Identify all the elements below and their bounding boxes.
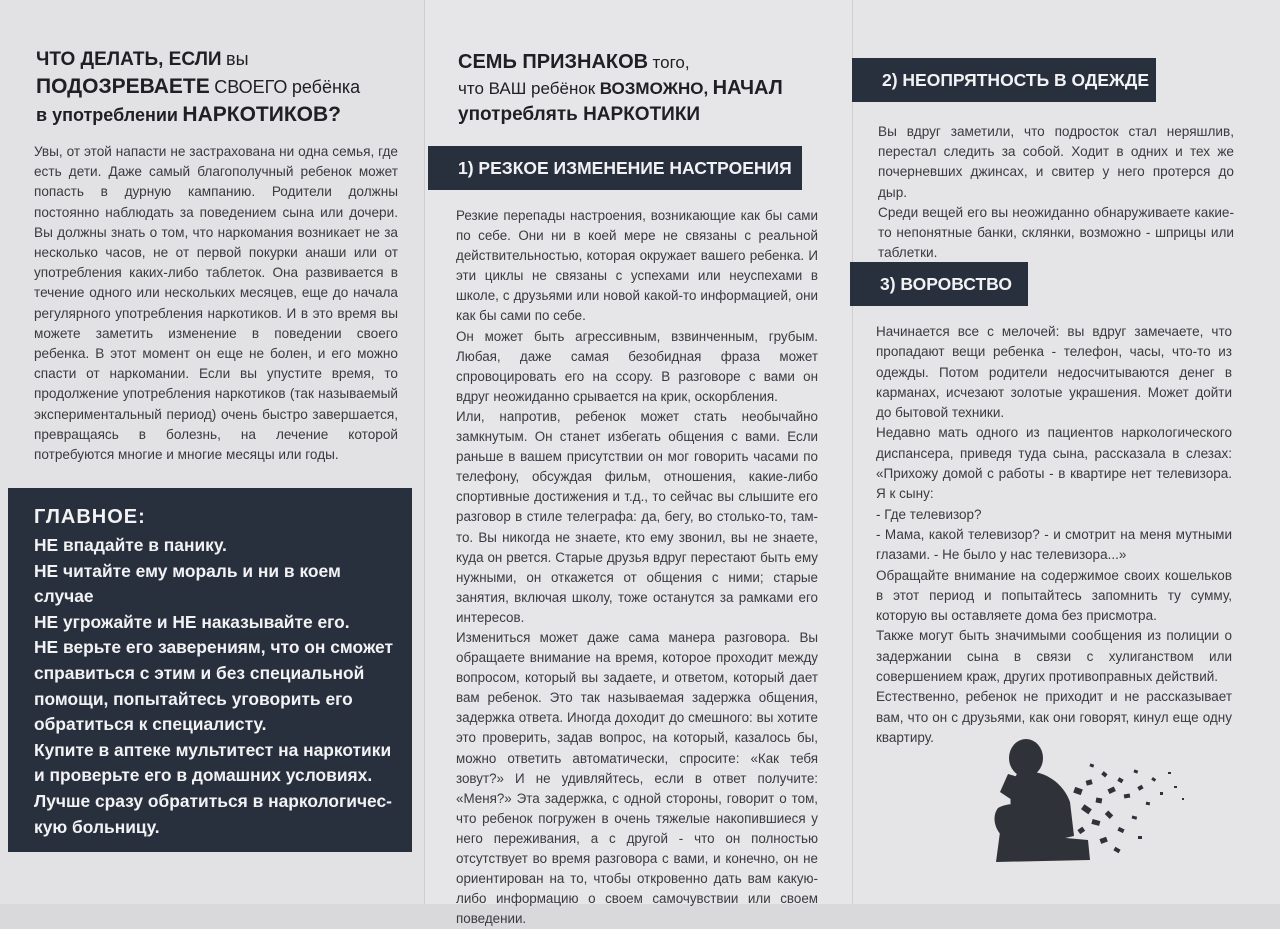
paragraph: Также могут быть значимыми сообщения из полиции о задержании сына в связи с хулиганством или совершением краж, других противоправных действий. (876, 628, 1232, 685)
advice-line: НЕ угрожайте и НЕ наказывайте его. (34, 611, 350, 632)
paragraph: Обращайте внимание на содержимое своих кошельков в этот период и попытайтесь запомнить ту сумму, которую вы оставляете дома без присмотра. (876, 567, 1232, 624)
advice-line: НЕ читайте ему мораль и ни в коем случае (34, 560, 341, 607)
advice-line: помощи, попытайтесь уговорить его (34, 688, 353, 709)
title-part: что ВАШ ребёнок (458, 79, 596, 98)
advice-line: Купите в аптеке мультитест на наркотики (34, 739, 392, 760)
paragraph: Естественно, ребенок не приходит и не рассказывает вам, что он с друзьями, как они говорят, кинул еще одну квартиру. (876, 689, 1232, 745)
paragraph: Резкие перепады настроения, возникающие как бы сами по себе. Они ни в коей мере не связаны с реальной действительностью, которая окружает вашего ребенка. И эти циклы не связаны с успехами или неуспехами в школе, с друзьями или новой какой-то информацией, они как бы сами по себе. (456, 208, 818, 324)
section-heading-mood: 1) РЕЗКОЕ ИЗМЕНЕНИЕ НАСТРОЕНИЯ (428, 146, 802, 190)
advice-line: Лучше сразу обратиться в наркологичес- (34, 790, 392, 811)
title-part: НАЧАЛ (712, 77, 783, 99)
advice-line: и проверьте его в домашних условиях. (34, 765, 373, 786)
title-part: ЧТО ДЕЛАТЬ, ЕСЛИ (36, 49, 222, 70)
title-part: СВОЕГО (214, 77, 288, 97)
title-part: СЕМЬ ПРИЗНАКОВ (458, 51, 649, 73)
paragraph: Вы вдруг заметили, что подросток стал неряшлив, перестал следить за собой. Ходит в одних и тех же почерневших джинсах, и свитер у него протерся до дыр. (878, 124, 1234, 200)
main-advice-heading: ГЛАВНОЕ: (34, 506, 146, 528)
panel1-body (34, 142, 398, 465)
title-part: вы (226, 49, 249, 69)
advice-line: кую больницу. (34, 816, 160, 837)
paragraph: Недавно мать одного из пациентов наркологического диспансера, приведя туда сына, рассказала в слезах: «Прихожу домой с работы - в квартире нет телевизора. Я к сыну: (876, 425, 1232, 502)
panel-left (0, 0, 424, 904)
title-part: употреблять НАРКОТИКИ (458, 104, 701, 125)
section-heading-untidiness: 2) НЕОПРЯТНОСТЬ В ОДЕЖДЕ (852, 58, 1156, 102)
advice-line: справиться с этим и без специальной (34, 662, 365, 683)
panel2-title (458, 50, 848, 128)
panel2-body (456, 206, 818, 929)
section-heading-theft: 3) ВОРОВСТВО (850, 262, 1028, 306)
panel1-title (36, 46, 416, 130)
main-advice-box (8, 488, 412, 852)
title-part: того, (652, 53, 690, 72)
paragraph: Или, напротив, ребенок может стать необычайно замкнутым. Он станет избегать общения с вами. Если раньше в вашем присутствии он мог говорить часами по телефону, обсуждая фильм, отношения, какие-либо спортивные достижения и т.д., то сейчас вы слышите его разговор в стиле телеграфа: да, бегу, во столько-то, там-то. Вы никогда не знаете, кто ему звонил, вы не знаете, куда он рвется. Старые друзья вдруг перестают быть ему нужными, он откажется от общения с ними; старые занятия, включая школу, тоже останутся за рамками его интересов. (456, 408, 818, 625)
paragraph: Среди вещей его вы неожиданно обнаруживаете какие-то непонятные банки, склянки, возможно - шприцы или таблетки. (878, 204, 1234, 261)
paragraph: Увы, от этой напасти не застрахована ни одна семья, где есть дети. Даже самый благополучный ребенок может попасть в дурную кампанию. Родители должны постоянно наблюдать за поведением сына или дочери. Вы должны знать о том, что наркомания возникает не за несколько часов, не от первой покурки анаши или от употребления каких-либо таблеток. Она развивается в течение одного или нескольких месяцев, еще до начала регулярного употребления наркотиков. И в это время вы можете заметить изменение в поведении своего ребенка. В этот момент он еще не болен, и его можно спасти от наркомании. Если вы упустите время, то продолжение употребления наркотиков (так называемый экспериментальный период) очень быстро завершается, превращаясь в болезнь, на лечение которой потребуются многие и многие месяцы или годы. (34, 144, 398, 463)
advice-line: обратиться к специалисту. (34, 714, 267, 735)
advice-line: НЕ верьте его заверениям, что он сможет (34, 637, 394, 658)
panel3-body-untidiness (878, 122, 1234, 263)
advice-line: НЕ впадайте в панику. (34, 535, 227, 555)
title-part: ребёнка (291, 77, 361, 97)
dissolving-figure-illustration (978, 728, 1198, 878)
paragraph: Измениться может даже сама манера разговора. Вы обращаете внимание на время, которое проходит между вопросом, который вы задаете, и ответом, который дает вам ребенок. Это так называемая задержка общения, задержка ответа. Иногда доходит до смешного: вы хотите это проверить, задав вопрос, на который, казалось бы, можно ответить автоматически, спросите: «Как тебя зовут?» И не удивляйтесь, если в ответ получите: «Меня?» Эта задержка, с одной стороны, говорит о том, что ребенок погружен в очень тяжелые накопившиеся у него переживания, а с другой - что он полностью отсутствует во время разговора с вами, и конечно, он не ориентирован на то, чтобы откровенно дать вам какую-либо информацию о своем самочувствии или своем поведении. (456, 629, 818, 927)
paragraph: - Где телевизор? (876, 506, 982, 522)
paragraph: - Мама, какой телевизор? - и смотрит на меня мутными глазами. - Не было у нас телевизора...» (876, 526, 1232, 563)
title-part: НАРКОТИКОВ? (182, 103, 341, 126)
title-part: ПОДОЗРЕВАЕТЕ (36, 75, 210, 98)
title-part: в употреблении (36, 105, 178, 125)
title-part: ВОЗМОЖНО, (599, 79, 709, 98)
panel3-body-theft (876, 322, 1232, 748)
paragraph: Начинается все с мелочей: вы вдруг замечаете, что пропадают вещи ребенка - телефон, часы, что-то из одежды. Потом родители недосчитываются денег в карманах, исчезают золотые украшения. Может дойти до бытовой техники. (876, 324, 1232, 421)
paragraph: Он может быть агрессивным, взвинченным, грубым. Любая, даже самая безобидная фраза может спровоцировать его на ссору. В разговоре с вами он вдруг неожиданно срывается на крик, оскорбления. (456, 328, 818, 404)
